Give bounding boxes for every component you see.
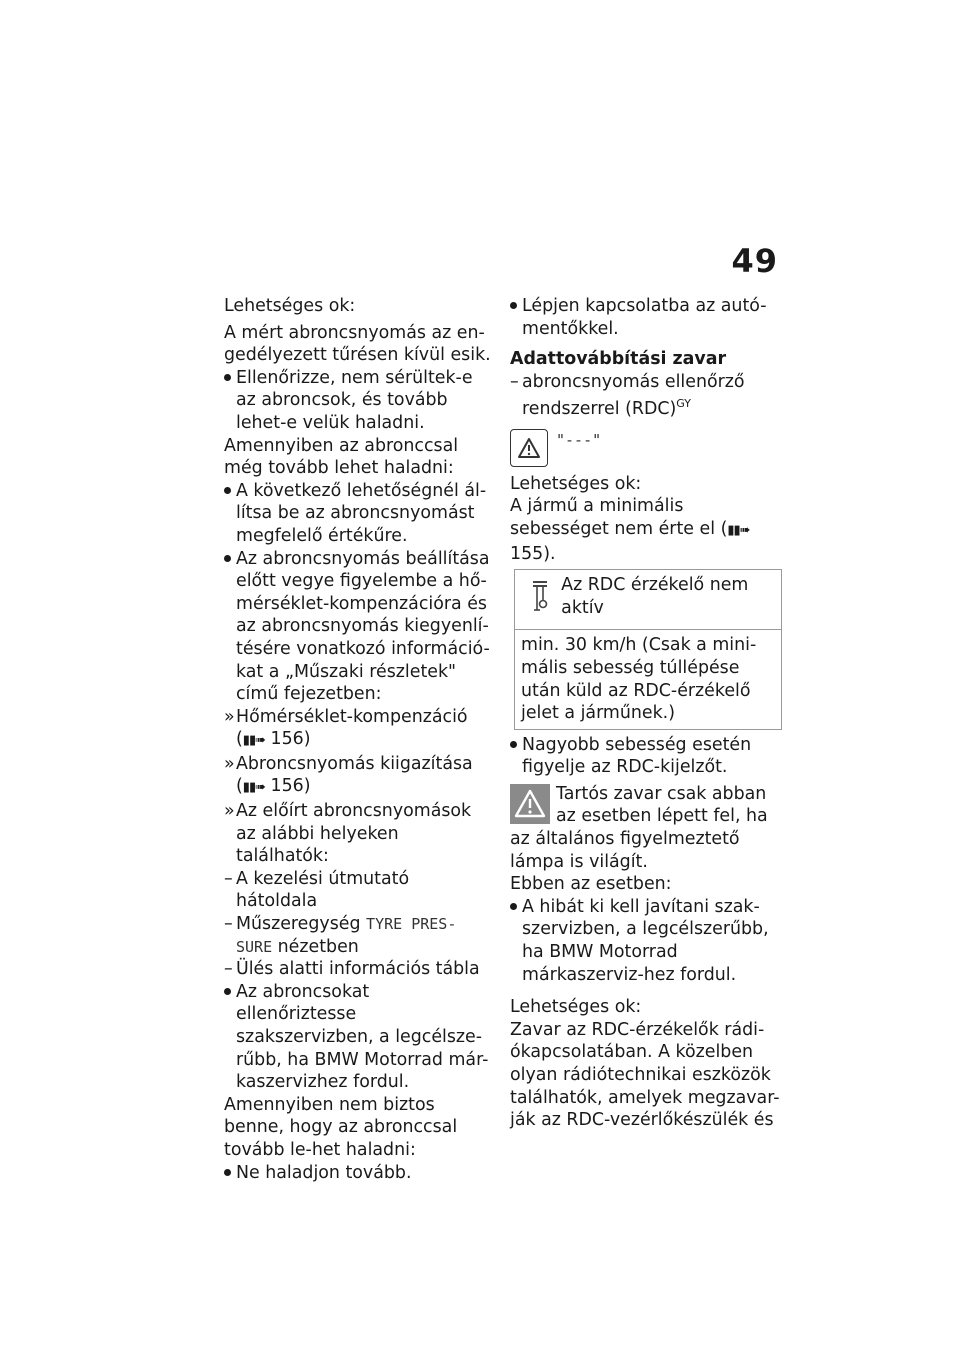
reference-marker-icon: »: [224, 753, 235, 774]
list-item: [224, 548, 492, 706]
dash-text-suffix: nézetben: [277, 936, 359, 957]
warning-note-text: Tartós zavar csak abban az esetben lépett fel, ha az általános figyelmeztető lámpa is világít.: [510, 783, 768, 872]
list-item: [510, 734, 782, 779]
display-indicator-row: [510, 429, 782, 467]
page-number: 49: [731, 242, 778, 280]
text-possible-cause: Lehetséges ok:: [510, 473, 642, 494]
section-heading: Adattovábbítási zavar: [510, 349, 727, 370]
reference-item: [224, 800, 492, 868]
reference-marker-icon: »: [224, 801, 235, 822]
page-arrow-icon: ▮▮➠: [727, 522, 750, 538]
reference-text: Abroncsnyomás kiigazítása: [236, 753, 473, 774]
page-ref[interactable]: (▮▮➠ 156): [236, 776, 311, 797]
warning-triangle-outline-icon: [510, 429, 548, 467]
dash-marker: –: [224, 914, 233, 935]
display-value: "---": [556, 430, 602, 449]
text-pressure-out-of-tolerance: A mért abroncsnyomás az en-gedélyezett tűrésen kívül esik.: [224, 322, 491, 366]
bullet-icon: [224, 1169, 231, 1176]
bullet-text: A következő lehetőségnél ál-lítsa be az abroncsnyomást megfelelő értékűre.: [236, 480, 487, 546]
dash-item: [510, 371, 782, 421]
rdc-sensor-icon: [519, 574, 561, 619]
text-possible-cause: Lehetséges ok:: [224, 296, 356, 316]
bullet-text: Ne haladjon tovább.: [236, 1162, 412, 1183]
info-table: [514, 569, 782, 730]
warning-note: [510, 783, 782, 873]
list-item: [224, 367, 492, 435]
page-ref[interactable]: (▮▮➠ 155).: [510, 518, 750, 564]
display-code: TYRE PRES-SURE: [236, 915, 457, 956]
right-column: [510, 292, 782, 1132]
dash-text: Műszeregység: [236, 914, 361, 935]
reference-marker-icon: »: [224, 706, 235, 727]
list-item: [224, 1162, 492, 1185]
list-item: [510, 896, 782, 986]
bullet-text: Lépjen kapcsolatba az autó-mentőkkel.: [522, 296, 767, 339]
page-ref-number: 156): [270, 729, 311, 750]
text-radio-interference: Zavar az RDC-érzékelők rádi-ókapcsolatában. A közelben olyan rádiótechnikai eszközök találhatók, amelyek megzavar-ják az RDC-vezérlőkészülék és: [510, 1019, 780, 1131]
page-ref-number: 155).: [510, 543, 556, 564]
bullet-icon: [510, 302, 517, 309]
page-arrow-icon: ▮▮➠: [242, 733, 265, 749]
dash-text: abroncsnyomás ellenőrző rendszerrel (RDC): [522, 371, 745, 420]
text-in-this-case: Ebben az esetben:: [510, 874, 672, 895]
list-item: [224, 981, 492, 1094]
dash-item: [224, 913, 492, 958]
bullet-icon: [224, 374, 231, 381]
superscript-gy: GY: [676, 397, 691, 411]
bullet-icon: [224, 988, 231, 995]
bullet-text: Az abroncsnyomás beállítása előtt vegye figyelembe a hő-mérséklet-kompenzációra és az abroncsnyomás kiegyenlí-tésére vonatkozó információ-kat a „Műszaki részletek" című fejezetben:: [236, 548, 490, 705]
general-warning-icon: [510, 784, 550, 824]
dash-marker: –: [510, 371, 519, 392]
page-ref-number: 156): [270, 776, 311, 797]
table-row: min. 30 km/h (Csak a mini-mális sebesség túllépése után küld az RDC-érzékelő jelet a járműnek.): [521, 635, 757, 724]
bullet-icon: [224, 487, 231, 494]
bullet-icon: [510, 741, 517, 748]
reference-text: Hőmérséklet-kompenzáció: [236, 706, 468, 727]
dash-item: [224, 868, 492, 913]
reference-item[interactable]: [224, 753, 492, 800]
table-row: [515, 570, 781, 630]
list-item: [510, 295, 782, 340]
list-item: [224, 480, 492, 548]
reference-item[interactable]: [224, 706, 492, 753]
text-if-can-continue: Amennyiben az abronccsal még tovább lehet haladni:: [224, 435, 459, 479]
page-ref[interactable]: (▮▮➠ 156): [236, 729, 311, 750]
bullet-text: Az abroncsokat ellenőriztesse szakszervizben, a legcélsze-rűbb, ha BMW Motorrad már-kaszervizhez fordul.: [236, 981, 489, 1093]
bullet-icon: [510, 903, 517, 910]
dash-text: Ülés alatti információs tábla: [236, 959, 480, 980]
text-min-speed-main: A jármű a minimális sebességet nem érte el: [510, 496, 716, 539]
table-cell: Az RDC érzékelő nem aktív: [561, 575, 749, 618]
dash-item: [224, 958, 492, 981]
bullet-text: A hibát ki kell javítani szak-szervizben, a legcélszerűbb, ha BMW Motorrad márkaszerviz-hez fordul.: [522, 896, 769, 985]
bullet-icon: [224, 555, 231, 562]
reference-text: Az előírt abroncsnyomások az alábbi helyeken találhatók:: [236, 801, 472, 867]
text-possible-cause: Lehetséges ok:: [510, 997, 642, 1018]
bullet-text: Ellenőrizze, nem sérültek-e az abroncsok, és tovább lehet-e velük haladni.: [236, 367, 473, 433]
left-column: [224, 292, 492, 1184]
dash-marker: –: [224, 868, 233, 889]
text-min-speed: [510, 495, 782, 565]
dash-text: A kezelési útmutató hátoldala: [236, 868, 410, 912]
page-arrow-icon: ▮▮➠: [242, 780, 265, 796]
text-if-not-sure: Amennyiben nem biztos benne, hogy az abronccsal tovább le-het haladni:: [224, 1094, 458, 1160]
dash-marker: –: [224, 959, 233, 980]
bullet-text: Nagyobb sebesség esetén figyelje az RDC-kijelzőt.: [522, 734, 752, 778]
